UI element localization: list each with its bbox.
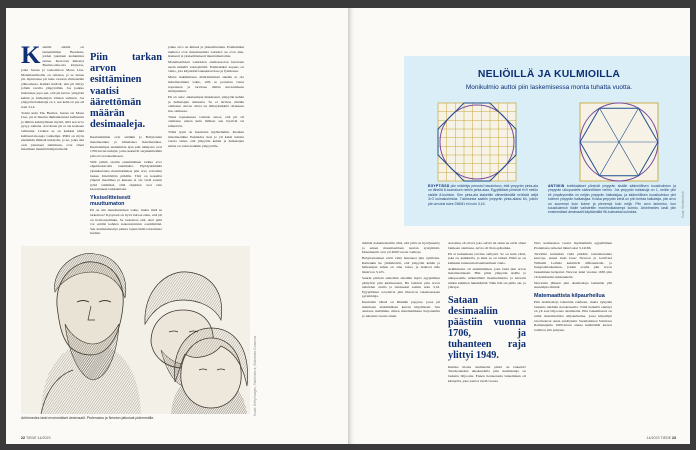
magazine-issue: TIEDE 14/2023 (25, 436, 51, 440)
right-column-2 (448, 241, 526, 384)
page-footer (646, 436, 676, 440)
paragraph: Pii ei kuitenkaan tarvitse selitystä. Se on kuin väriä, joka on kaikkialla, ja siksi se on tärkeä. Ehkä se on kaikkein tunnetuin matemaattinen vakio. (448, 251, 526, 265)
left-column-3 (168, 45, 244, 150)
infobox-subtitle: Monikulmio auttoi piin laskemisessa monta tuhatta vuotta. (465, 84, 633, 91)
paragraph: Piin desimaaleja laskettiin edelleen, mutta nykyään laskenta tehdään tietokoneella. Tällä hetkellä ennätys on yli sata biljoonaa desimaalia. Piin laskemisesta on tullut matemaattista kilpaurheilua, jossa kilpailijat tavoittelevat uusia ennätyksiä. Suomalainen Srinivasa Ramanujanin 1900-luvun alussa kehittämät kaavat toimivat yhä pohjana. (534, 300, 612, 332)
egyptian-octagon-diagram (428, 99, 532, 183)
pull-quote: Piin tarkan arvon esittäminen vaatisi äärettömän määrän desimaaleja. (90, 52, 162, 131)
infobox-caption-right (548, 184, 676, 215)
paragraph: aikilla aikilla on tunnenimmat Beatlesia, joiden jokainen kadunmies tuntee. Kerrovan ilmestyi Beatles-ainoosta kirjastoa, jotka Jeesus ja tarkoittavat Mona Lisa. Matemaattikoille on omansa, ja se lienee pii. Opintoissa pii tulee vastaan viimeistään yläkoulussa. Kaikki tietävät, että pii liittyy jollain tavalla ympyröihin. Jos joukko muistanee jopa sen, että pii kertoo ympyrän kehän ja halkaisijan välisen suhteen. Jos ympyrän halkaisija on 1, sen kehä on pii, eli noin 3,14. (21, 45, 84, 109)
subheading: Matemaattista kilpaurheilua (534, 292, 605, 299)
infobox-caption-left (428, 184, 538, 206)
left-column-2 (90, 52, 162, 237)
page-number: 23 (672, 436, 676, 440)
paragraph: Suurin piirtein samoihin aikoihin myös egyptiläiset päätyivät piin käsitteeseen. He laskivat piin arvon neliöiden avulla ja tulokseksi saatiin noin 3,16. Egyptiläiset sovelsivat piin likiarvoa rakentaessaan pyramideja. (362, 275, 440, 299)
right-column-3 (534, 241, 612, 334)
left-column-1 (21, 42, 84, 153)
mathematicians-illustration (21, 246, 250, 414)
paragraph: Tässä tapauksessa voidaan sanoa, että pii oli olemassa ennen kuin ihmiset sen löysivät tai nimesivät. (168, 114, 244, 129)
page-number: 22 (21, 436, 25, 440)
greek-hexagon-diagram (568, 99, 672, 183)
infobox-title: NELIÖILLÄ JA KULMIOILLA (477, 69, 621, 80)
pull-quote: Sataan desimaaliin päästiin vuonna 1706, ja tuhanteen raja ylittyi 1949. (448, 294, 526, 361)
engraving-portraits-image (21, 246, 250, 414)
paragraph: Kuuluisimmat ovat antiikin ja Babylonian matemaatikot ja kiinalaiset matemaatikot. Kuuluisimpia uudemman ajan piin tutkijoita ovat 1700-luvun tutkijat, jotka keksivät sarjakehitelmiä piin arvon laskemiseen. (90, 135, 162, 158)
caption-label: EGYPTISSÄ (428, 184, 450, 188)
magazine-issue: 14/2023 TIEDE (646, 436, 671, 440)
paragraph: Pii on outo: aikaisempia mukaisesti, ympyrän kehän ja halkaisijan suhteena. Se ei tarvitse mitään olemassa olevaa oliota tai mittayksikköä ollakseen itse olemassa. (168, 95, 244, 113)
paragraph: Tämä tyyni on huomattu myöhemmin. Kreikan matemaatikko Eukleides tiesi jo yli kaksi tuhatta vuotta sitten, että ympyrän kehän ja halkaisijan suhde on vakio kaikille ympyröille. (168, 130, 244, 148)
image-caption: Arkhimedes laski ensimmäiset desimaalit. Ptolemaios ja Newton jatkoivat pidemmälle. (21, 416, 155, 420)
infobox (404, 56, 690, 226)
drop-cap: K (21, 42, 41, 69)
paragraph: Asioiden oli oltava joko selviä tai sitten ne eivät olleet lainkaan olemassa. Arvio oli liian epätarkka. (448, 241, 526, 250)
photo-credit: Kuvat: Getty Images, Shutterstock, Wikimedia Commons (253, 335, 257, 416)
left-page (6, 8, 348, 444)
paragraph: Sillä piihin saatiin ensimmäinen tarkka arvo ohjelmoitavalla laskimella. Hyödyntämällä yksinkertaista matematiikkaa piin arvo voitaisiin laskea äärettömän pitkälle. Tätä on kokeiltu ympäri maailmaa ja kukaan ei ole vielä saanut työtä valmiiksi, sillä ohjelmat ovat vain kasvattaneet tarkkuuttaan. (90, 159, 162, 192)
page-footer (21, 436, 51, 440)
paragraph: Pii on siis matemaattinen vakio, mutta mitä se tarkoittaa? Kysyessä on hyvä kaivaa esiin, että pii on irrationaaliluku. Se tarkoittaa sitä, ettei piitä voi esittää kahden kokonaisluvun osamääränä. Sen desimaaliesitys jatkuu loputtomiin toistamatta itseään. (90, 208, 162, 236)
caption-text: kreikkalaiset piirsivät ympyrän sisälle säännöllisen kuusikulmion ja ympyrän ulkopuolelle säännöllisen neliön. Jos ympyrän halkaisija on 1, neliön piiri eli ympärysmitta on neljän ympyrän halkaisijaa, ja säännöllisen kuusikulmion piiri kolmen ympyrän halkaisijaa. Koska ympyrän kehä on piin kertaa halkaisija, piin arvo on suurempi kuin kolme ja pienempi kuin neljä. Piin arvo tarkentui, kun kuusikulmion tilalle vaihdettiin monimutkaisempi kulmio. Arkhimedes laski piin ensimmäiset desimaalit käyttämällä 96-kulmaista kulmiota. (548, 184, 676, 215)
paragraph: Nois kolmesataa vuotta myöhemmin egyptiläinen Ptolemaios tarkensi likiarvoksi 3,14166. (534, 241, 612, 250)
paragraph: Matemaattisten vakioiden olemassaolon kuvataan usein nimellä vakioyhtälöt. Esimerkiksi nopeus on vakio, jota käytetään laskukaavoissa ja fysiikassa. (168, 60, 244, 74)
paragraph: Kuinka monta desimaalia piistä on laskettu? Tietokoneiden aikakaudella piin desimaaleja on laskettu biljoonia. Ennen tietokoneita laskeminen oli käsityötä, joka saattoi viedä vuosia. (448, 364, 526, 383)
caption-label: ANTIIKIN (548, 184, 565, 188)
paragraph: Mutta tiukimmassa määritelmässä sekään ei ole matemaattinen vakio, sillä se perustuu valon nopeuteen ja tarvitsee tämän kuvaamiseen mittayksiköt. (168, 75, 244, 94)
paragraph: Babylonialaiset eivät vielä tunteneet piin symbolia. Kuitenkin he ymmärsivät, että ympyrän kehän ja halkaisijan suhde on aina vakio, ja laskivat sille likiarvon 3,125. (362, 256, 440, 274)
paragraph: määrää dokumentoitiin sillä, että piitä on hyödynnetty jo ennen matemaattisen teorian syntymistä. Dokumentit ovat yli 4000 vuotta vanhoja. (362, 241, 440, 255)
paragraph: Tarvittiin kuitenkin vielä pitkään toistamattomia kaavoja, ennen kuin Isaac Newton ja Gottfried Wilhelm Leibniz kehittivät differentiaali- ja integraalilaskennan, joiden avulla piin arvon laskeminen helpottui. Newton laski vuonna 1665 piin 16 desimaalin tarkkuudella. (534, 251, 612, 279)
subheading: Yksiselitteisesti muuttumaton (90, 194, 131, 207)
paragraph: Kuuluisin näistä on Rhindin papyrus, jossa pii mainitaan ensimmäisen kerran kirjallisesti. Sen ansiosta tiedämme, miten matematiikkaa harjoitettiin jo tuhansia vuosia sitten. (362, 300, 440, 319)
paragraph: Newtonin jälkeen piin desimaaleja laskettiin yhä suurempia määriä. (534, 280, 612, 290)
right-column-1 (362, 241, 440, 320)
infobox-credit: Kuva: Shutterstock (681, 191, 685, 218)
paragraph: Arkhimedes oli ensimmäinen, joka laski piin arvon matemaattisesti. Hän piirsi ympyrän sisälle ja ulkopuolelle säännöllisiä monikulmioita ja kasvatti niiden kulmien lukumäärää. Näin hän sai piille ala- ja ylärajat. (448, 266, 526, 290)
paragraph: Toisin kuin The Beatles, Jeesus tai Mona Lisa, pii ei muuttu ihmismielessä kulttuurin ja ilmiön kehittymisen myötä, sillä sen arvo pysyy samana. Arvoltaan pii ei ole koskaan vaihtunut. Lisäksi se on kaikkia näitä kulttuuri-ikoneja vanhempi. Piillä on myös enemmän ihmisiä tutkijoita, ja ne, jotka sitä ovat joutuneet tutkimaan, ovat olleet maailman merkittävimpiä mieliä. (21, 110, 84, 152)
right-page (348, 8, 690, 444)
caption-text: piin määritys perustui havaintoon, että ympyrän pinta-ala on lähellä 8-tuumaisen neliön pinta-alaa. Egyptiläiset piirsivät 9×9 neliön sisälle 8-kulmion. Sen pinta-ala laskettiin vähentämällä neliöstä neljä 3×3 kulmakolmiota. Tuloksesta saatiin ympyrän pinta-alaksi 64, jolloin piin arvoksi tulee 256/81 eli noin 3,16. (428, 184, 538, 206)
paragraph: jonka arvo on kiinteä ja yksiselitteinen. Esimerkiksi numerot ovat matemaattisia vakioita: ne ovat aina, ikuisesti ja yksiselitteisesti muuttumattomia. (168, 45, 244, 59)
